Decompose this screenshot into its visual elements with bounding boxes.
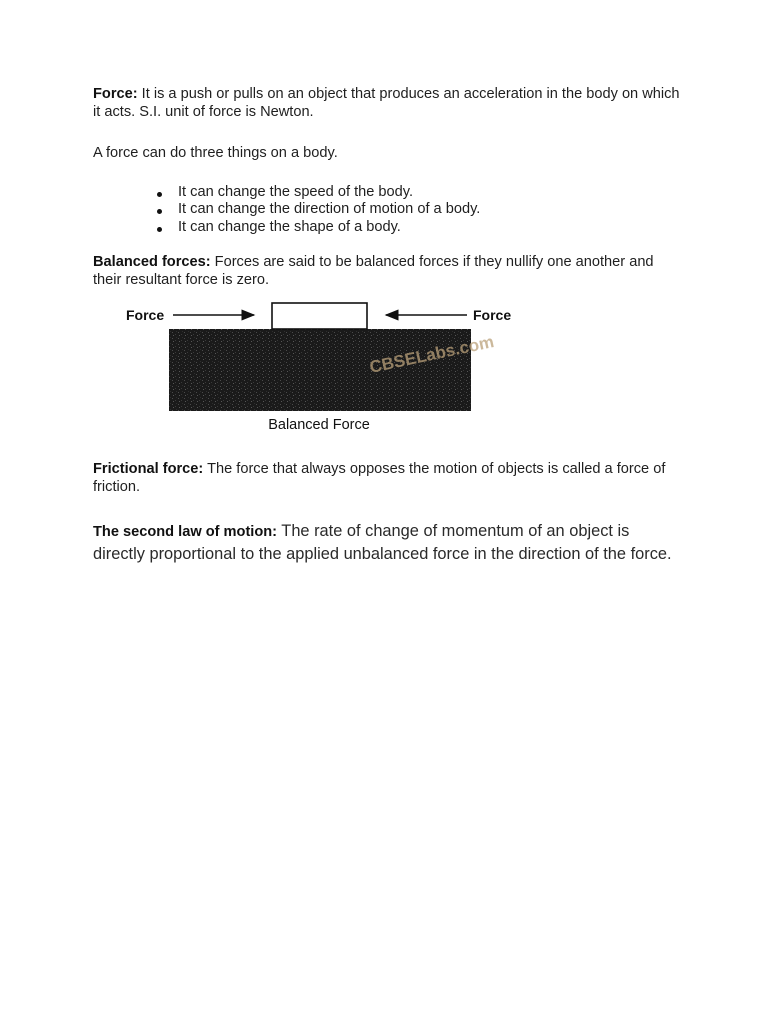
list-item: It can change the shape of a body. <box>178 219 683 237</box>
frictional-force-term: Frictional force: <box>93 461 204 477</box>
document-page <box>93 86 683 565</box>
effects-list <box>93 184 683 237</box>
frictional-force-text: The force that always opposes the motion of objects is called a force of friction. <box>93 461 666 495</box>
object-box <box>272 303 367 329</box>
balanced-forces-text: Forces are said to be balanced forces if they nullify one another and their resultant force is zero. <box>93 254 654 288</box>
second-law-term: The second law of motion: <box>93 524 278 540</box>
force-text: It is a push or pulls on an object that produces an acceleration in the body on which it acts. S.I. unit of force is Newton. <box>93 86 680 120</box>
left-force-label: Force <box>126 307 165 323</box>
list-item: It can change the speed of the body. <box>178 184 683 202</box>
force-term: Force: <box>93 86 138 102</box>
balanced-force-diagram <box>93 301 553 441</box>
balanced-forces-term: Balanced forces: <box>93 254 211 270</box>
force-definition <box>93 86 683 121</box>
second-law-text: The rate of change of momentum of an object is directly proportional to the applied unbalanced force in the direction of the force. <box>93 522 672 563</box>
second-law-definition <box>93 520 683 565</box>
frictional-force-definition <box>93 461 683 496</box>
watermark: CBSELabs.com <box>367 332 496 377</box>
figure-caption: Balanced Force <box>268 417 370 433</box>
balanced-forces-definition <box>93 254 683 289</box>
list-item: It can change the direction of motion of a body. <box>178 201 683 219</box>
balanced-force-figure <box>93 301 553 441</box>
right-force-label: Force <box>473 307 512 323</box>
three-things-intro: A force can do three things on a body. <box>93 145 338 161</box>
ground-surface <box>169 329 471 411</box>
